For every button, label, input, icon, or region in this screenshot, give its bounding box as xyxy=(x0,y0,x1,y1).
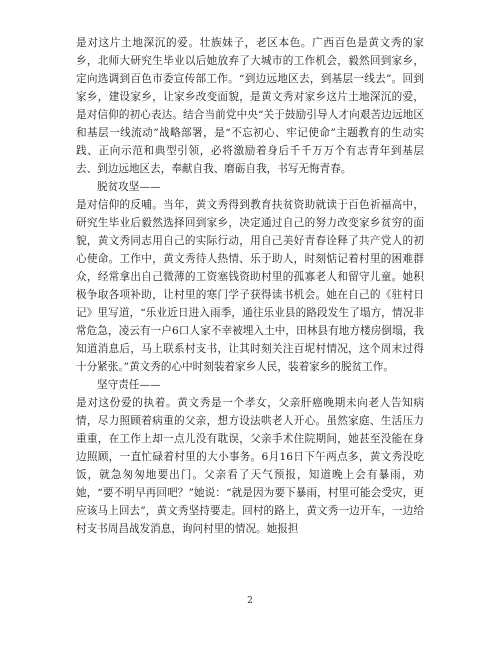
page-number: 2 xyxy=(247,596,253,606)
section-heading-responsibility: 坚守责任—— xyxy=(97,379,161,391)
paragraph-2: 是对信仰的反哺。当年，黄文秀得到教育扶贫资助就读于百色祈福高中，研究生毕业后毅然选择回到家乡，决定通过自己的努力改变家乡贫穷的面貌，黄文秀同志用自己的实际行动，用自己美好青春诠释了共产党人的初心使命。工作中，黄文秀待人热情、乐于助人，时刻惦记着村里的困难群众，经常拿出自己微薄的工资塞钱资助村里的孤寡老人和留守儿童。她积极争取各项补助，让村里的寒门学子获得读书机会。她在自己的《驻村日记》里写道，“乐业近日进入雨季，通往乐业县的路段发生了塌方，情况非常危急，凌云有一户6口人家不幸被埋入土中，田林县有地方楼房倒塌，我知道消息后，马上联系村支书，让其时刻关注百坭村情况，这个周末过得十分紧张。”黄文秀的心中时刻装着家乡人民，装着家乡的脱贫工作。 xyxy=(76,199,424,373)
paragraph-1: 是对这片土地深沉的爱。壮族妹子，老区本色。广西百色是黄文秀的家乡，北师大研究生毕业以后她放弃了大城市的工作机会，毅然回到家乡，定向选调到百色市委宣传部工作。“到边远地区去，到基层一线去”。回到家乡，建设家乡，让家乡改变面貌，是黄文秀对家乡这片土地深沉的爱，是对信仰的初心表达。结合当前党中央“关于鼓励引导人才向艰苦边远地区和基层一线流动”战略部署，是“不忘初心、牢记使命”主题教育的生动实践、正向示范和典型引领，必将激励着身后千千万万个有志青年到基层去、到边远地区去，奉献自我、磨砺自我，书写无悔青春。 xyxy=(76,37,424,175)
section-heading-poverty-alleviation: 脱贫攻坚—— xyxy=(97,181,161,193)
document-body xyxy=(76,34,424,538)
paragraph-3: 是对这份爱的执着。黄文秀是一个孝女，父亲肝癌晚期未向老人告知病情，尽力照顾着病重的父亲，想方设法哄老人开心。虽然家庭、生活压力重重，在工作上却一点儿没有耽误，父亲手术住院期间，她甚至没能在身边照顾，一直忙碌着村里的大小事务。6月16日下午两点多，黄文秀没吃饭，就急匆匆地要出门。父亲看了天气预报，知道晚上会有暴雨，劝她，“要不明早再回吧？”她说：“就是因为要下暴雨，村里可能会受灾，更应该马上回去”，黄文秀坚持要走。回村的路上，黄文秀一边开车，一边给村支书周昌战发消息，询问村里的情况。她报担 xyxy=(76,397,424,535)
